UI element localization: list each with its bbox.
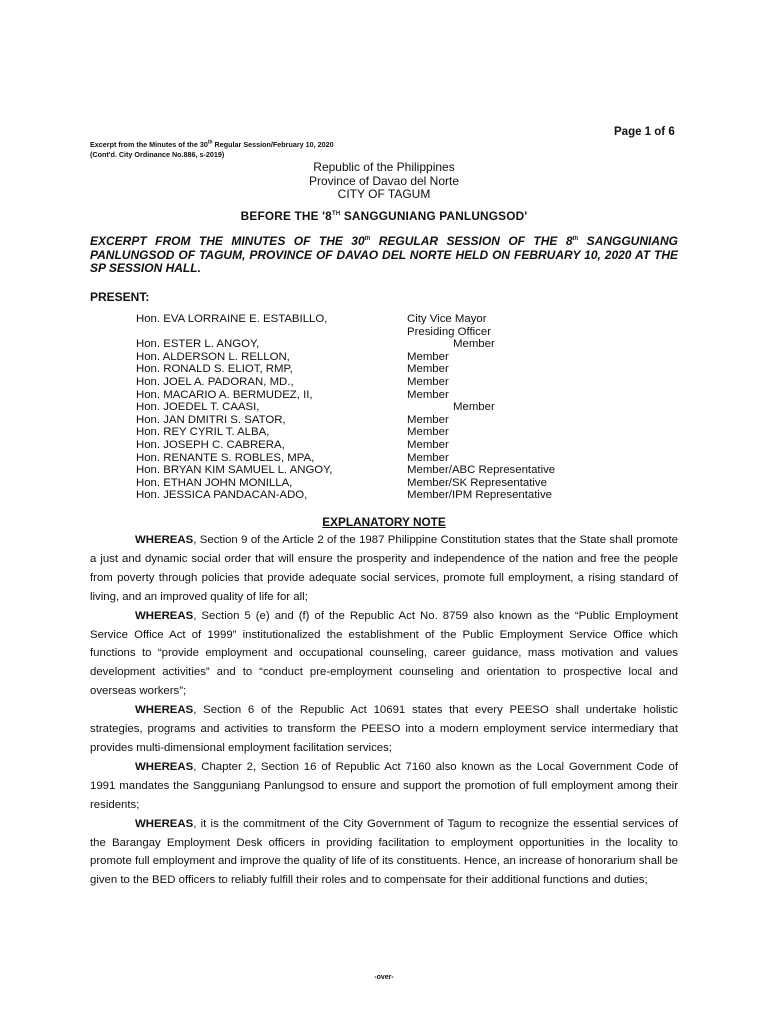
attendee-row	[136, 338, 596, 351]
page-number: Page 1 of 6	[614, 126, 675, 138]
attendee-position: Member	[407, 426, 449, 439]
whereas-lead: WHEREAS	[135, 534, 194, 546]
attendee-name: Hon. RENANTE S. ROBLES, MPA,	[136, 451, 315, 464]
attendee-row	[136, 426, 596, 439]
minutes-title: EXCERPT FROM THE MINUTES OF THE 30th REGULAR SESSION OF THE 8th SANGGUNIANG PANLUNGSOD OF TAGUM, PROVINCE OF DAVAO DEL NORTE HELD ON FEBRUARY 10, 2020 AT THE SP SESSION HALL.	[90, 234, 678, 275]
whereas-paragraph	[90, 701, 678, 758]
whereas-text: , Section 6 of the Republic Act 10691 states that every PEESO shall undertake holistic strategies, programs and activities to transform the PEESO into a modern employment service intermediary that provides multi-dimensional employment facilitation services;	[90, 704, 678, 754]
excerpt-reference-line2: (Cont'd. City Ordinance No.886, s-2019)	[90, 150, 225, 159]
page-footer: -over-	[374, 974, 394, 981]
whereas-text: , Section 5 (e) and (f) of the Republic Act No. 8759 also known as the “Public Employment Service Office Act of 1999” institutionalized the establishment of the Public Employment Service Office which functions to “provide employment and occupational counseling, career guidance, mass motivation and values development activities” and to “conduct pre-employment counseling and orientation to prospective local and overseas workers”;	[90, 609, 678, 698]
attendee-position-secondary: Presiding Officer	[407, 325, 491, 338]
attendee-position: Member	[407, 350, 449, 363]
attendee-row	[136, 414, 596, 427]
attendee-row	[136, 313, 596, 338]
attendee-row	[136, 439, 596, 452]
whereas-lead: WHEREAS	[135, 704, 194, 717]
whereas-text: , Section 9 of the Article 2 of the 1987 Philippine Constitution states that the State shall promote a just and dynamic social order that will ensure the prosperity and independence of the nation and free the people from poverty through policies that provide adequate social services, promote full employment, a rising standard of living, and an improved quality of life for all;	[90, 534, 678, 603]
attendee-position: Member	[407, 438, 449, 451]
attendee-row	[136, 351, 596, 364]
attendee-row	[136, 452, 596, 465]
attendee-position: Member	[407, 451, 449, 464]
attendee-row	[136, 477, 596, 490]
explanatory-note-body	[90, 531, 678, 890]
attendee-name: Hon. JAN DMITRI S. SATOR,	[136, 413, 286, 426]
attendee-row	[136, 363, 596, 376]
letterhead	[0, 161, 768, 202]
letterhead-city: CITY OF TAGUM	[337, 187, 431, 201]
whereas-paragraph	[90, 758, 678, 815]
attendee-position: Member	[407, 388, 449, 401]
attendee-row	[136, 464, 596, 477]
attendee-position: Member	[453, 338, 495, 351]
whereas-paragraph	[90, 815, 678, 891]
attendee-name: Hon. JOSEPH C. CABRERA,	[136, 438, 285, 451]
attendee-name: Hon. MACARIO A. BERMUDEZ, II,	[136, 388, 313, 401]
excerpt-reference	[90, 140, 334, 160]
letterhead-province: Province of Davao del Norte	[308, 173, 460, 188]
attendee-name: Hon. JESSICA PANDACAN-ADO,	[136, 489, 308, 502]
attendee-row	[136, 401, 596, 414]
attendee-position: Member	[453, 401, 495, 414]
whereas-lead: WHEREAS	[135, 609, 194, 622]
attendee-name: Hon. RONALD S. ELIOT, RMP,	[136, 363, 293, 376]
attendee-row	[136, 376, 596, 389]
whereas-paragraph	[90, 531, 678, 607]
attendee-name: Hon. ETHAN JOHN MONILLA,	[136, 476, 293, 489]
attendee-name: Hon. JOEDEL T. CAASI,	[136, 401, 260, 414]
attendance-list	[136, 313, 596, 502]
whereas-text: , Chapter 2, Section 16 of Republic Act 7160 also known as the Local Government Code of 1991 mandates the Sangguniang Panlungsod to ensure and support the promotion of full employment among their residents;	[90, 760, 678, 811]
attendee-row	[136, 389, 596, 402]
excerpt-reference-line1: Excerpt from the Minutes of the 30th Regular Session/February 10, 2020	[90, 139, 334, 149]
attendee-position: Member/SK Representative	[407, 476, 547, 489]
whereas-lead: WHEREAS	[135, 760, 194, 773]
attendee-name: Hon. JOEL A. PADORAN, MD.,	[136, 375, 294, 388]
explanatory-note-heading: EXPLANATORY NOTE	[322, 515, 446, 529]
attendee-name: Hon. REY CYRIL T. ALBA,	[136, 426, 270, 439]
whereas-lead: WHEREAS	[135, 817, 194, 830]
letterhead-republic: Republic of the Philippines	[313, 160, 455, 174]
attendee-name: Hon. ALDERSON L. RELLON,	[136, 350, 290, 363]
attendee-name: Hon. BRYAN KIM SAMUEL L. ANGOY,	[136, 464, 333, 477]
whereas-text: , it is the commitment of the City Government of Tagum to recognize the essential services of the Barangay Employment Desk officers in providing facilitation to employment opportunities in the locality to promote full employment and improve the quality of life of its constituents. Hence, an increase of honorarium shall be given to the BED officers to reliably fulfill their roles and to compensate for their additional functions and duties;	[90, 817, 678, 887]
attendee-name: Hon. ESTER L. ANGOY,	[136, 338, 260, 351]
council-heading: BEFORE THE '8TH SANGGUNIANG PANLUNGSOD'	[240, 209, 528, 223]
attendee-position: Member/ABC Representative	[407, 464, 556, 477]
attendee-row	[136, 489, 596, 502]
attendee-position: Member	[407, 363, 449, 376]
whereas-paragraph	[90, 607, 678, 702]
present-label: PRESENT:	[90, 290, 150, 304]
attendee-position: Member/IPM Representative	[407, 489, 552, 502]
attendee-name: Hon. EVA LORRAINE E. ESTABILLO,	[136, 313, 328, 325]
attendee-position: Member	[407, 375, 449, 388]
attendee-position: City Vice Mayor	[407, 313, 487, 325]
attendee-position: Member	[407, 413, 449, 426]
